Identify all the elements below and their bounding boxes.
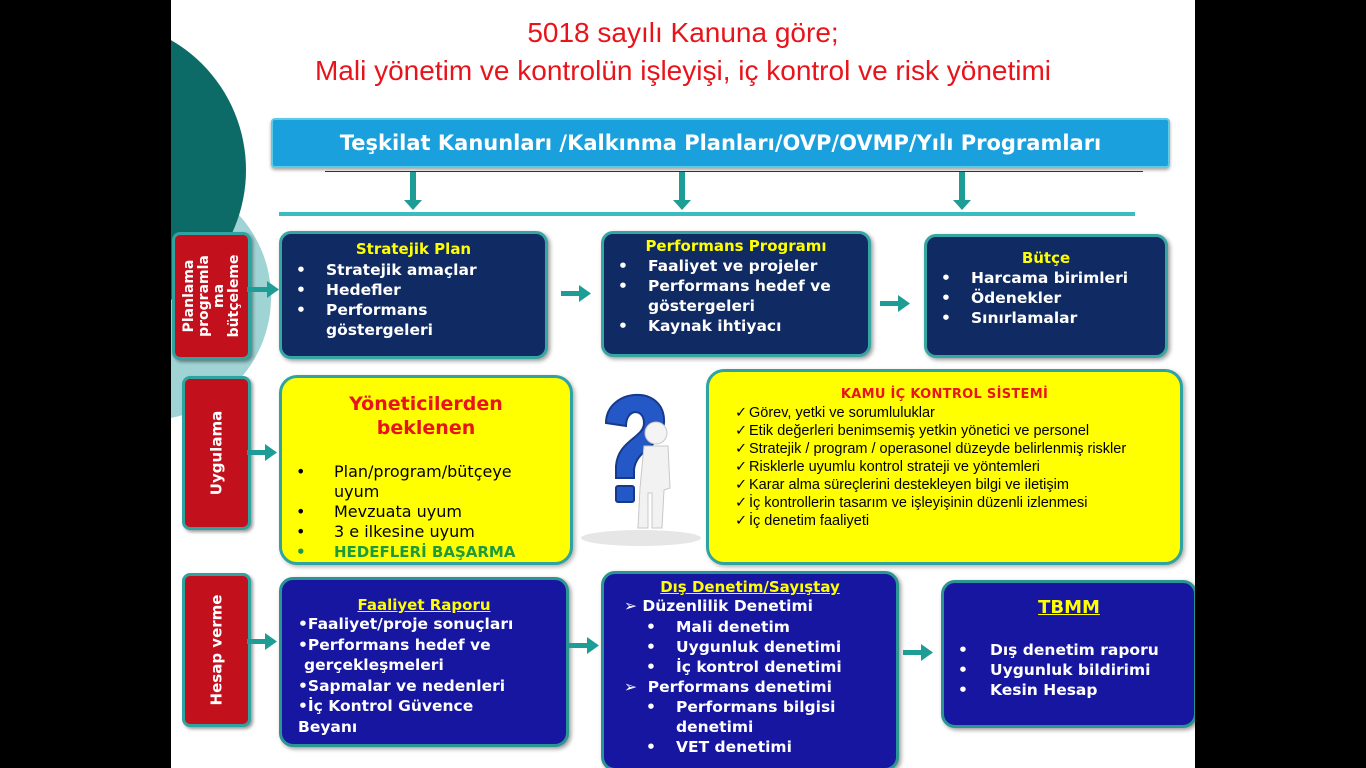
right-arrow-icon <box>903 644 933 662</box>
checklist-item: ✓ Etik değerleri benimsemiş yetkin yönetici ve personel <box>735 423 1090 439</box>
list-item: • Dış denetim raporu <box>944 640 1194 660</box>
list-item: •Faaliyet/proje sonuçları <box>298 615 514 633</box>
list-item: • Kaynak ihtiyacı <box>604 316 868 336</box>
list-item: • Harcama birimleri <box>927 268 1165 288</box>
teal-separator <box>279 212 1135 216</box>
checklist-item: ✓ Karar alma süreçlerini destekleyen bilgi ve iletişim <box>735 477 1069 493</box>
list-item: • VET denetimi <box>632 737 896 757</box>
yoneticiler-box <box>279 375 573 565</box>
kamu-ic-kontrol-title: KAMU İÇ KONTROL SİSTEMİ <box>840 387 1049 402</box>
yoneticiler-title-1: Yöneticilerden <box>349 393 503 415</box>
list-item: • Mali denetim <box>632 617 896 637</box>
checklist-text: Stratejik / program / operasonel düzeyde belirlenmiş riskler <box>749 441 1127 457</box>
right-arrow-icon <box>561 285 591 303</box>
list-item: • Performans bilgisi denetimi <box>632 697 866 737</box>
right-arrow-icon <box>247 444 277 462</box>
right-arrow-icon <box>247 633 277 651</box>
checklist-item: ✓ İç kontrollerin tasarım ve işleyişinin düzenli izlenmesi <box>735 495 1088 511</box>
row-label-line: ma <box>210 283 227 309</box>
checklist-text: Etik değerleri benimsemiş yetkin yönetici ve personel <box>749 423 1090 439</box>
row-label-text: Hesap verme <box>207 594 225 706</box>
question-mark-figure-icon <box>576 378 706 548</box>
list-item: • Faaliyet ve projeler <box>604 256 868 276</box>
list-item: • İç kontrol denetimi <box>632 657 896 677</box>
dis-denetim-title: Dış Denetim/Sayıştay <box>660 578 840 596</box>
list-item: •Performans hedef ve <box>298 635 491 654</box>
list-item: •Sapmalar ve nedenleri <box>298 676 506 695</box>
checklist-text: Karar alma süreçlerini destekleyen bilgi ve iletişim <box>749 477 1069 493</box>
list-item: • Ödenekler <box>927 288 1165 308</box>
row-label-line: bütçeleme <box>225 254 242 338</box>
list-item: Beyanı <box>298 717 358 736</box>
butce-title: Bütçe <box>1021 249 1071 267</box>
checklist-item: ✓ Stratejik / program / operasonel düzeyde belirlenmiş riskler <box>735 441 1127 457</box>
checklist-item: ✓ Risklerle uyumlu kontrol strateji ve yöntemleri <box>735 459 1040 475</box>
right-arrow-icon <box>247 281 279 299</box>
list-item: • Uygunluk denetimi <box>632 637 896 657</box>
down-arrow-icon <box>403 172 423 212</box>
butce-box <box>924 234 1168 358</box>
divider-line <box>325 171 1143 172</box>
faaliyet-raporu-title: Faaliyet Raporu <box>357 596 491 614</box>
checklist-text: İç kontrollerin tasarım ve işleyişinin düzenli izlenmesi <box>749 495 1088 511</box>
top-banner: Teşkilat Kanunları /Kalkınma Planları/OVP/OVMP/Yılı Programları <box>271 118 1170 168</box>
tbmm-title: TBMM <box>1038 597 1100 618</box>
row-label-text: Uygulama <box>207 410 225 496</box>
yoneticiler-title-2: beklenen <box>376 417 476 439</box>
checklist-text: Risklerle uyumlu kontrol strateji ve yöntemleri <box>749 459 1040 475</box>
stratejik-plan-title: Stratejik Plan <box>355 240 472 258</box>
row-label-line: programla <box>195 255 212 337</box>
group-heading: ➢ Performans denetimi <box>624 677 832 696</box>
list-item: •İç Kontrol Güvence <box>298 697 474 715</box>
right-arrow-icon <box>880 295 910 313</box>
group-heading-text: Performans denetimi <box>647 677 832 696</box>
row-label-line: Planlama <box>180 259 197 333</box>
right-arrow-icon <box>569 637 599 655</box>
list-item: gerçekleşmeleri <box>304 656 444 674</box>
list-item: • Performans göstergeleri <box>282 300 456 340</box>
list-item: • 3 e ilkesine uyum <box>282 522 542 542</box>
performans-programi-box <box>601 231 871 357</box>
tbmm-box <box>941 580 1195 728</box>
list-item: • Kesin Hesap <box>944 680 1194 700</box>
list-item: • Plan/program/bütçeye uyum <box>282 462 542 502</box>
row-label-hesap-verme <box>182 573 251 727</box>
list-item-highlight: • HEDEFLERİ BAŞARMA <box>282 542 542 562</box>
list-item: • Stratejik amaçlar <box>282 260 502 280</box>
title-line-2: Mali yönetim ve kontrolün işleyişi, iç kontrol ve risk yönetimi <box>314 55 1052 86</box>
down-arrow-icon <box>672 172 692 212</box>
list-item: • Mevzuata uyum <box>282 502 542 522</box>
group-heading: ➢ Düzenlilik Denetimi <box>624 597 813 615</box>
checklist-text: Görev, yetki ve sorumluluklar <box>749 405 935 421</box>
down-arrow-icon <box>952 172 972 212</box>
faaliyet-raporu-box <box>279 577 569 747</box>
kamu-ic-kontrol-box <box>706 369 1183 565</box>
title-line-1: 5018 sayılı Kanuna göre; <box>527 17 839 48</box>
checklist-text: İç denetim faaliyeti <box>749 513 870 529</box>
group-heading-text: Düzenlilik Denetimi <box>642 597 813 615</box>
dis-denetim-box <box>601 571 899 768</box>
row-label-planlama <box>172 232 251 360</box>
list-item: • Sınırlamalar <box>927 308 1165 328</box>
stratejik-plan-box <box>279 231 548 359</box>
checklist-item: ✓ Görev, yetki ve sorumluluklar <box>735 405 935 421</box>
list-item: • Uygunluk bildirimi <box>944 660 1194 680</box>
list-item: • Performans hedef ve göstergeleri <box>604 276 853 316</box>
list-item: • Hedefler <box>282 280 502 300</box>
slide <box>171 0 1195 768</box>
row-label-uygulama <box>182 376 251 530</box>
checklist-item: ✓ İç denetim faaliyeti <box>735 513 870 529</box>
performans-programi-title: Performans Programı <box>645 237 827 255</box>
